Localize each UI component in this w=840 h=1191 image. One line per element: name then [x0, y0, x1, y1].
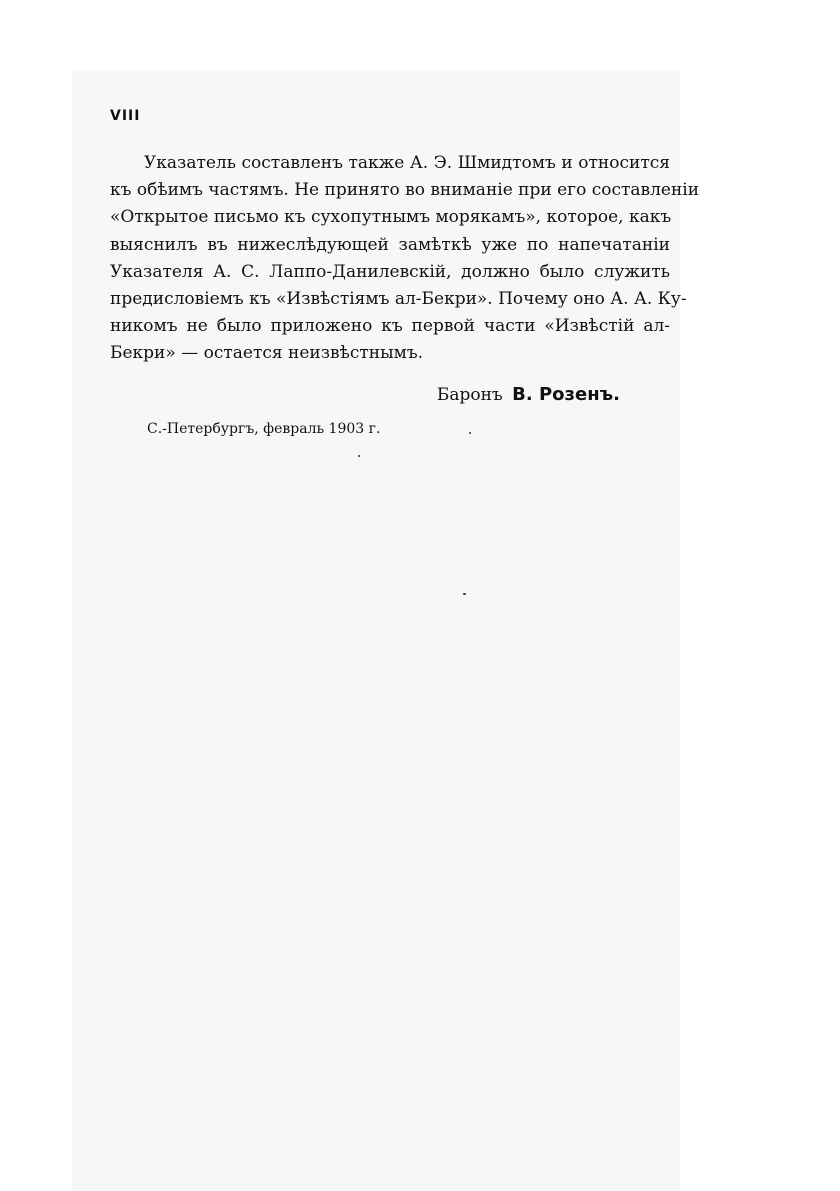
text-line: предисловіемъ къ «Извѣстіямъ ал-Бекри». Почему оно А. А. Ку- [110, 289, 687, 310]
text-line: Бекри» — остается неизвѣстнымъ. [110, 343, 424, 364]
page-number: VIII [110, 108, 141, 124]
text-line: «Открытое письмо къ сухопутнымъ морякамъ», которое, какъ [110, 207, 672, 228]
text-line: никомъ не было приложено къ первой части «Извѣстій ал- [110, 316, 670, 337]
signature [437, 384, 620, 405]
signature-name: В. Розенъ. [512, 384, 620, 405]
scan-speck [469, 432, 471, 434]
scan-speck [358, 455, 360, 457]
text-line: Указатель составленъ также А. Э. Шмидтомъ и относится [144, 153, 670, 173]
body-paragraph [110, 150, 700, 368]
text-line: Указателя А. С. Лаппо-Данилевскій, должно было служить [110, 261, 670, 282]
signature-prefix: Баронъ [436, 385, 503, 405]
scan-speck [463, 593, 466, 595]
place-date-line: С.-Петербургъ, февраль 1903 г. [147, 421, 381, 437]
text-line: выяснилъ въ нижеслѣдующей замѣткѣ уже по напечатаніи [110, 234, 670, 255]
text-line: къ обѣимъ частямъ. Не принято во вниманіе при его составленіи [110, 180, 700, 201]
